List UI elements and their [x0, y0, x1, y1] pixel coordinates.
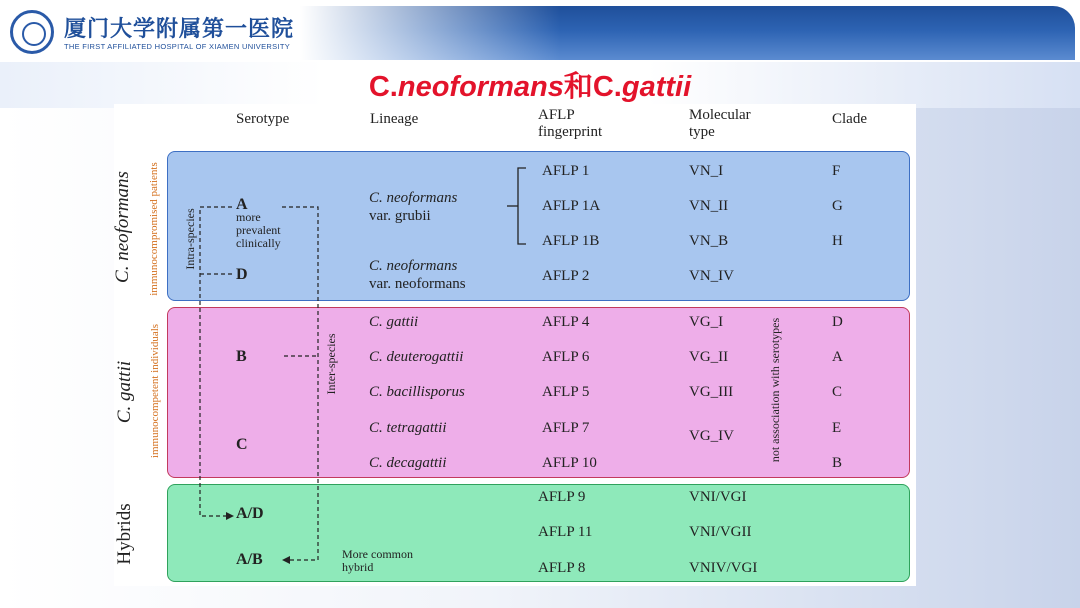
aflp-7: AFLP 5 [542, 384, 590, 400]
col-serotype: Serotype [236, 111, 290, 127]
group-label-neoformans: C. neoformans [112, 171, 133, 283]
mol-12: VNIV/VGI [689, 560, 758, 576]
lineage-gattii: C. gattii [369, 314, 419, 330]
mol-8-merged: VG_IV [689, 428, 734, 444]
mol-4: VN_IV [689, 268, 734, 284]
aflp-10: AFLP 9 [538, 489, 586, 505]
note-more-common-hybrid: More common hybrid [342, 547, 413, 574]
label-inter-species: Inter-species [324, 333, 338, 395]
col-lineage: Lineage [370, 111, 419, 127]
clade-3: H [832, 233, 843, 249]
serotype-ad: A/D [236, 505, 264, 522]
mol-1: VN_I [689, 163, 724, 179]
lineage-tetragattii: C. tetragattii [369, 420, 447, 436]
mol-10: VNI/VGI [689, 489, 747, 505]
clade-8: E [832, 420, 842, 436]
header [0, 0, 1080, 62]
clade-2: G [832, 198, 843, 214]
mol-2: VN_II [689, 198, 729, 214]
clade-7: C [832, 384, 843, 400]
lineage-grubii: C. neoformans var. grubii [369, 190, 458, 224]
lineage-neoformans: C. neoformans var. neoformans [369, 258, 466, 292]
hospital-name-cn: 厦门大学附属第一医院 [64, 16, 295, 42]
clade-6: A [832, 349, 843, 365]
aflp-12: AFLP 8 [538, 560, 586, 576]
lineage-decagattii: C. decagattii [369, 455, 447, 471]
aflp-3: AFLP 1B [542, 233, 600, 249]
mol-11: VNI/VGII [689, 524, 752, 540]
lineage-deuterogattii: C. deuterogattii [369, 349, 464, 365]
mol-6: VG_II [689, 349, 729, 365]
note-immunocompromised: immunocompromised patients [148, 162, 160, 296]
serotype-ab: A/B [236, 551, 263, 568]
hospital-name-en: THE FIRST AFFILIATED HOSPITAL OF XIAMEN UNIVERSITY [64, 42, 291, 51]
hospital-logo-icon [10, 10, 54, 54]
mol-7: VG_III [689, 384, 734, 400]
note-immunocompetent: immunocompetent individuals [149, 323, 161, 459]
mol-3: VN_B [689, 233, 729, 249]
col-molecular: Molecular type [689, 107, 751, 140]
aflp-9: AFLP 10 [542, 455, 597, 471]
clade-1: F [832, 163, 841, 179]
aflp-2: AFLP 1A [542, 198, 601, 214]
slide-title: C.neoformans和C.gattii [368, 71, 692, 103]
group-label-hybrids: Hybrids [114, 503, 135, 565]
serotype-d: D [236, 266, 248, 283]
aflp-6: AFLP 6 [542, 349, 590, 365]
col-aflp: AFLP fingerprint [538, 107, 603, 140]
serotype-a: A [236, 196, 248, 213]
note-more-prevalent: more prevalent clinically [236, 210, 281, 250]
label-no-association: not association with serotypes [768, 317, 782, 463]
gattii-group-box [167, 307, 910, 478]
label-intra-species: Intra-species [183, 208, 197, 270]
serotype-b: B [236, 348, 247, 365]
header-banner [300, 6, 1075, 60]
serotype-c: C [236, 436, 248, 453]
aflp-8: AFLP 7 [542, 420, 590, 436]
group-label-gattii: C. gattii [114, 360, 135, 424]
aflp-5: AFLP 4 [542, 314, 590, 330]
mol-5: VG_I [689, 314, 724, 330]
aflp-1: AFLP 1 [542, 163, 590, 179]
clade-9: B [832, 455, 843, 471]
clade-5: D [832, 314, 843, 330]
col-clade: Clade [832, 111, 867, 127]
aflp-4: AFLP 2 [542, 268, 590, 284]
lineage-bacillisporus: C. bacillisporus [369, 384, 465, 400]
aflp-11: AFLP 11 [538, 524, 593, 540]
